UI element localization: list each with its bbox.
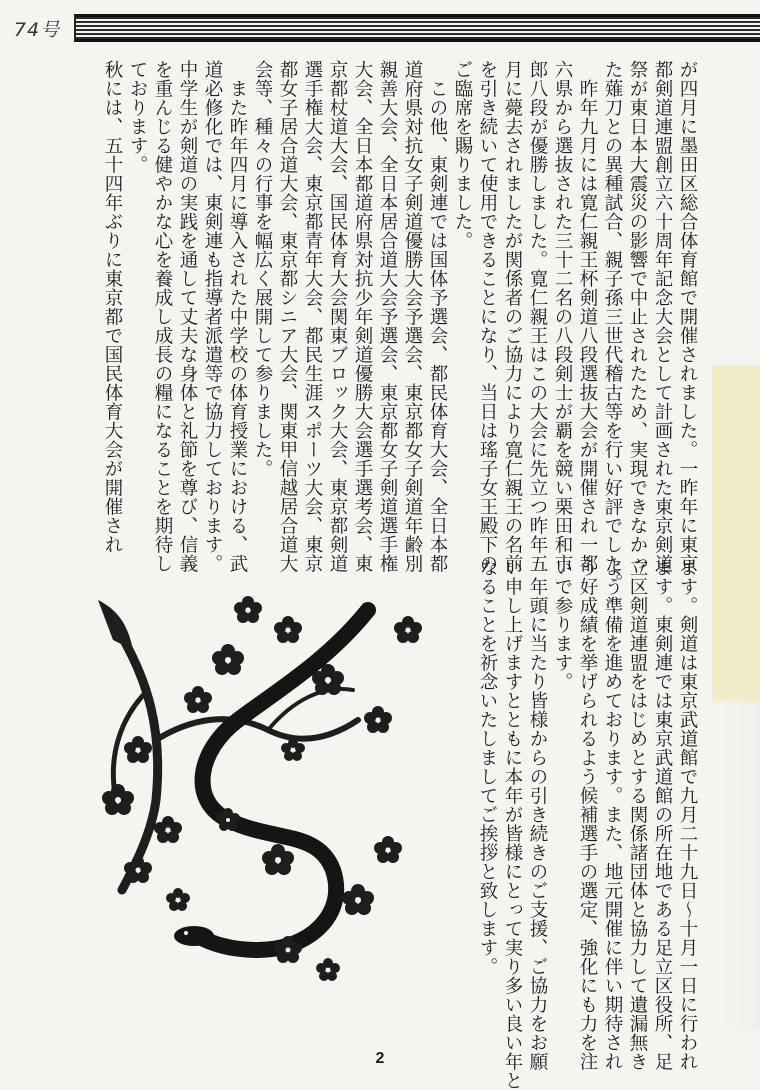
header-band xyxy=(0,14,760,42)
text-column: 会等、種々の行事を幅広く展開して参りました。 xyxy=(252,60,273,478)
text-column: を引き続いて使用できることになり、当日は瑤子女王殿下の xyxy=(477,60,498,573)
issue-number: 74号 xyxy=(0,14,76,42)
body-text-lower xyxy=(460,558,700,1090)
text-column: ております。 xyxy=(127,60,148,174)
text-column: 都剣道連盟創立六十周年記念大会として計画された東京剣道 xyxy=(652,60,673,573)
snake-plum-blossom-illustration xyxy=(78,570,438,1000)
text-column: 大会、全日本都道府県対抗少年剣道優勝大会選手選考会、東 xyxy=(352,60,373,573)
text-column: 祭が東日本大震災の影響で中止されたため、実現できなかっ xyxy=(627,60,648,573)
text-column: ます。剣道は東京武道館で九月二十九日～十月一日に行われ xyxy=(677,558,698,1071)
side-color-strip xyxy=(712,365,760,703)
text-column: 選手権大会、東京都青年大会、都民生涯スポーツ大会、東京 xyxy=(302,60,323,573)
page-number: 2 xyxy=(375,1050,385,1067)
text-column: 都女子居合道大会、東京都シニア大会、関東甲信越居合道大 xyxy=(277,60,298,573)
text-column: を重んじる健やかな心を養成し成長の糧になることを期待し xyxy=(152,60,173,573)
text-column: 立区剣道連盟をはじめとする関係諸団体と協力して遺漏無き xyxy=(627,558,648,1071)
text-column: 昨年九月には寛仁親王杯剣道八段選抜大会が開催され一都 xyxy=(577,60,598,573)
text-column: いで参ります。 xyxy=(552,558,573,691)
text-column: 道府県対抗女子剣道優勝大会予選会、東京都女子剣道年齢別 xyxy=(402,60,423,573)
text-column: 道必修化では、東剣連も指導者派遣等で協力しております。 xyxy=(202,60,223,573)
text-column: う好成績を挙げられるよう候補選手の選定、強化にも力を注 xyxy=(577,558,598,1071)
text-column: 月に薨去されましたが関係者のご協力により寛仁親王の名前 xyxy=(502,60,523,573)
text-column: 六県から選抜された三十二名の八段剣士が覇を競い栗田和市 xyxy=(552,60,573,573)
text-column: この他、東剣連では国体予選会、都民体育大会、全日本都 xyxy=(427,60,448,573)
text-column: 親善大会、全日本居合道大会予選会、東京都女子剣道選手権 xyxy=(377,60,398,573)
text-column: ます。東剣連では東京武道館の所在地である足立区役所、足 xyxy=(652,558,673,1071)
bleed-through-strip xyxy=(716,700,760,1030)
text-column: 秋には、五十四年ぶりに東京都で国民体育大会が開催され xyxy=(102,60,123,554)
text-column: た薙刀との異種試合、親子孫三世代稽古等を行い好評でした。 xyxy=(602,60,623,592)
text-column: い申し上げますとともに本年が皆様にとって実り多い良い年と xyxy=(502,558,523,1090)
text-column: なることを祈念いたしましてご挨拶と致します。 xyxy=(477,558,498,976)
text-column: 中学生が剣道の実践を通して丈夫な身体と礼節を尊び、信義 xyxy=(177,60,198,573)
text-column: 京都杖道大会、国民体育大会関東ブロック大会、東京都剣道 xyxy=(327,60,348,573)
text-column: 年頭に当たり皆様からの引き続きのご支援、ご協力をお願 xyxy=(527,558,548,1071)
text-column: が四月に墨田区総合体育館で開催されました。一昨年に東京 xyxy=(677,60,698,573)
text-column: ご臨席を賜りました。 xyxy=(452,60,473,250)
text-column: 郎八段が優勝しました。寛仁親王はこの大会に先立つ昨年五 xyxy=(527,60,548,573)
body-text-upper xyxy=(95,60,700,592)
text-column: よう準備を進めております。また、地元開催に伴い期待され xyxy=(602,558,623,1071)
text-column: また昨年四月に導入された中学校の体育授業における、武 xyxy=(227,60,248,573)
